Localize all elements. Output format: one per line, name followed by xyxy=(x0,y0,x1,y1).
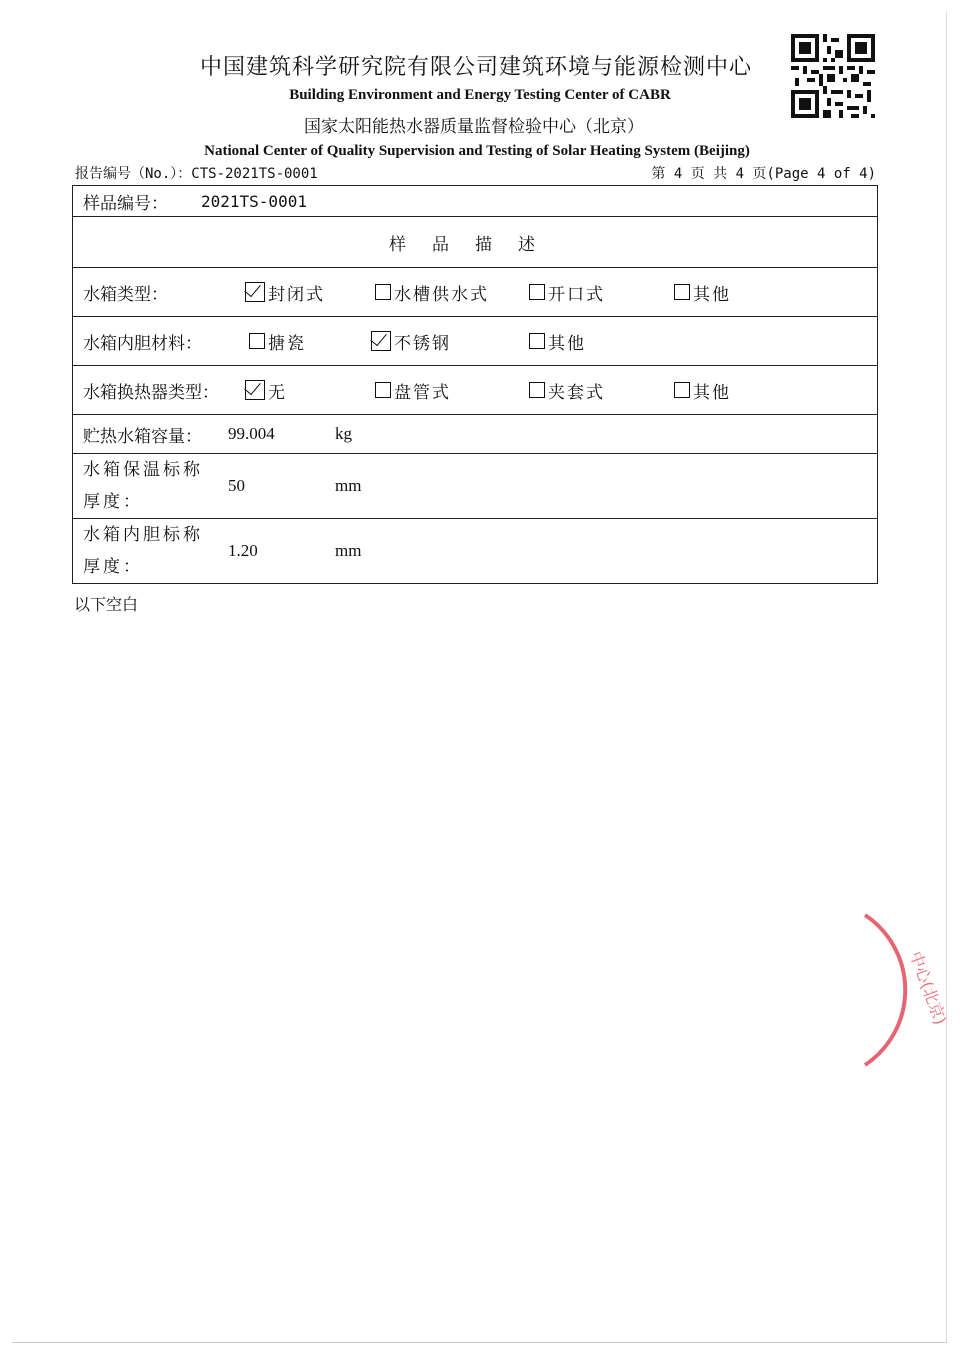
heat-exchanger-label: 水箱换热器类型： xyxy=(83,382,219,403)
liner-material-label: 水箱内胆材料： xyxy=(83,333,202,354)
capacity-unit: kg xyxy=(335,424,352,443)
svg-text:中心(北京): 中心(北京) xyxy=(906,948,951,1028)
option-other: 其他 xyxy=(674,378,731,403)
liner-thickness-value: 1.20 xyxy=(228,541,258,560)
official-seal-stamp xyxy=(835,905,951,1075)
sample-number-label: 样品编号： xyxy=(83,193,168,214)
section-title: 样品描述 xyxy=(73,217,878,268)
sample-description-table xyxy=(72,185,878,584)
center-title-cn: 国家太阳能热水器质量监督检验中心（北京） xyxy=(304,117,644,137)
insulation-thickness-label: 水箱保温标称 厚度： xyxy=(83,460,203,512)
sample-number-row xyxy=(73,186,878,217)
option-stainless-steel: 不锈钢 xyxy=(371,329,451,354)
report-number: 报告编号（No.）：CTS-2021TS-0001 xyxy=(75,166,318,182)
checkbox-empty-icon xyxy=(529,333,545,349)
checkbox-empty-icon xyxy=(674,284,690,300)
capacity-row xyxy=(73,415,878,454)
checkbox-empty-icon xyxy=(375,284,391,300)
tank-type-row xyxy=(73,268,878,317)
insulation-thickness-row xyxy=(73,454,878,519)
checkbox-empty-icon xyxy=(529,382,545,398)
option-enamel: 搪瓷 xyxy=(249,329,306,354)
option-other: 其他 xyxy=(529,329,586,354)
sample-number-value: 2021TS-0001 xyxy=(201,191,307,211)
option-open: 开口式 xyxy=(529,280,605,305)
org-title-cn: 中国建筑科学研究院有限公司建筑环境与能源检测中心 xyxy=(199,55,752,80)
liner-thickness-row xyxy=(73,519,878,584)
insulation-thickness-unit: mm xyxy=(335,476,362,495)
page-number: 第 4 页 共 4 页(Page 4 of 4) xyxy=(651,166,876,182)
liner-thickness-unit: mm xyxy=(335,541,362,560)
section-title-row xyxy=(73,217,878,268)
option-other: 其他 xyxy=(674,280,731,305)
blank-below-note: 以下空白 xyxy=(74,595,139,614)
qr-code-icon xyxy=(791,34,875,118)
option-jacket: 夹套式 xyxy=(529,378,605,403)
liner-material-row xyxy=(73,317,878,366)
tank-type-label: 水箱类型： xyxy=(83,284,168,305)
checkbox-checked-icon xyxy=(371,331,391,351)
option-sealed: 封闭式 xyxy=(245,280,325,305)
capacity-value: 99.004 xyxy=(228,424,275,443)
checkbox-empty-icon xyxy=(529,284,545,300)
heat-exchanger-row xyxy=(73,366,878,415)
org-title-en: Building Environment and Energy Testing Center of CABR xyxy=(289,87,671,103)
checkbox-checked-icon xyxy=(245,380,265,400)
liner-thickness-label: 水箱内胆标称 厚度： xyxy=(83,525,203,577)
option-trough-supply: 水槽供水式 xyxy=(375,280,489,305)
checkbox-empty-icon xyxy=(249,333,265,349)
capacity-label: 贮热水箱容量： xyxy=(83,426,202,447)
insulation-thickness-value: 50 xyxy=(228,476,245,495)
center-title-en: National Center of Quality Supervision and Testing of Solar Heating System (Beijing) xyxy=(204,143,750,159)
option-none: 无 xyxy=(245,378,287,403)
option-coil: 盘管式 xyxy=(375,378,451,403)
checkbox-checked-icon xyxy=(245,282,265,302)
checkbox-empty-icon xyxy=(375,382,391,398)
checkbox-empty-icon xyxy=(674,382,690,398)
